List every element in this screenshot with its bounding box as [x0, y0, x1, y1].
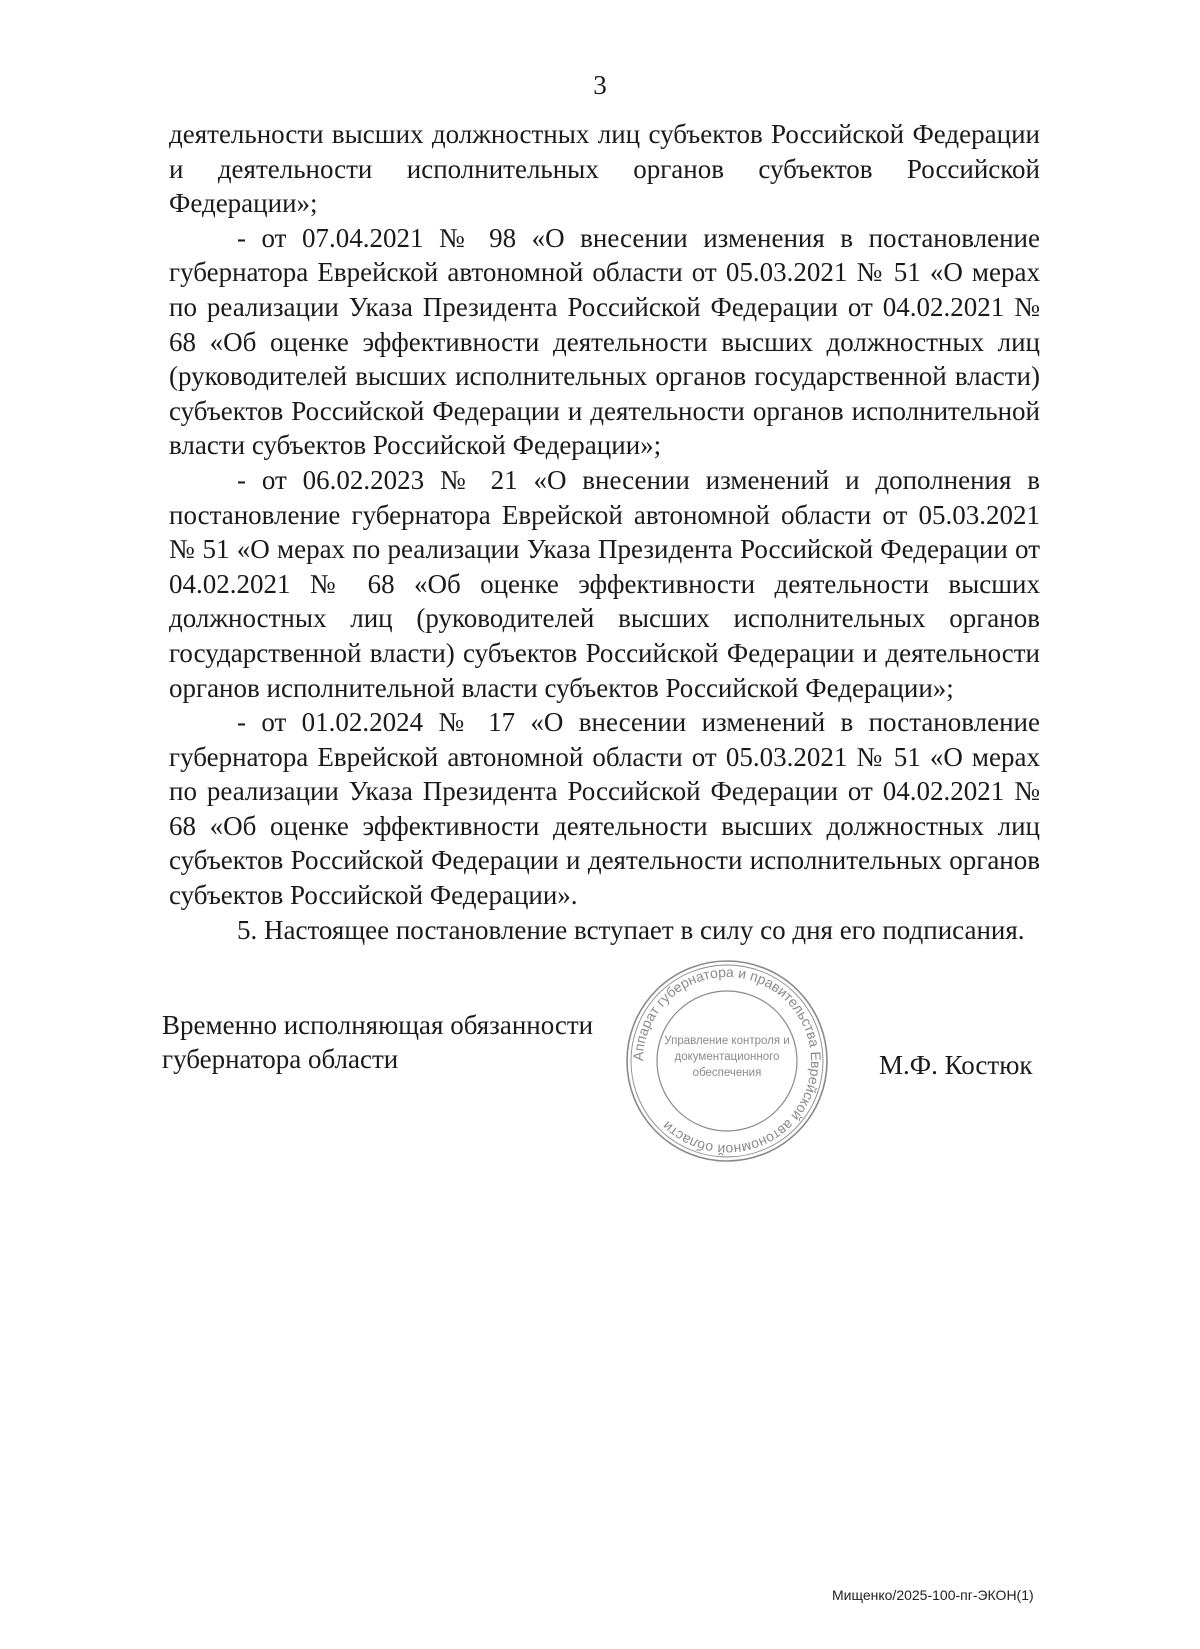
- signatory-position: [162, 1008, 593, 1076]
- page-number: 3: [593, 70, 607, 100]
- stamp-inner-line-3: обеспечения: [692, 1067, 762, 1079]
- stamp-outer-text: Аппарат губернатора и правительства Еврейской автономной области: [629, 963, 825, 1159]
- document-body: [169, 117, 1040, 947]
- signatory-position-line-2: губернатора области: [162, 1044, 399, 1074]
- stamp-inner-line-2: документационного: [674, 1051, 780, 1063]
- signatory-name: М.Ф. Костюк: [879, 1050, 1033, 1080]
- paragraph-continuation: деятельности высших должностных лиц субъектов Российской Федерации и деятельности исполнительных органов субъектов Российской Федерации»;: [169, 119, 1040, 219]
- official-stamp: [624, 958, 830, 1164]
- stamp-inner-line-1: Управление контроля и: [664, 1035, 790, 1047]
- paragraph-item-2023: - от 06.02.2023 № 21 «О внесении изменений и дополнения в постановление губернатора Еврейской автономной области от 05.03.2021 № 51 «О мерах по реализации Указа Президента Российской Федерации от 04.02.2021 № 68 «Об оценке эффективности деятельности высших должностных лиц (руководителей высших исполнительных органов государственной власти) субъектов Российской Федерации и деятельности органов исполнительной власти субъектов Российской Федерации»;: [169, 464, 1040, 703]
- paragraph-clause-5: 5. Настоящее постановление вступает в силу со дня его подписания.: [237, 914, 1025, 945]
- document-footer-code: Мищенко/2025-100-пг-ЭКОН(1): [832, 1587, 1034, 1603]
- paragraph-item-2021: - от 07.04.2021 № 98 «О внесении изменения в постановление губернатора Еврейской автономной области от 05.03.2021 № 51 «О мерах по реализации Указа Президента Российской Федерации от 04.02.2021 № 68 «Об оценке эффективности деятельности высших должностных лиц (руководителей высших исполнительных органов государственной власти) субъектов Российской Федерации и деятельности органов исполнительной власти субъектов Российской Федерации»;: [169, 222, 1040, 461]
- paragraph-item-2024: - от 01.02.2024 № 17 «О внесении изменений в постановление губернатора Еврейской автономной области от 05.03.2021 № 51 «О мерах по реализации Указа Президента Российской Федерации от 04.02.2021 № 68 «Об оценке эффективности деятельности высших должностных лиц субъектов Российской Федерации и деятельности исполнительных органов субъектов Российской Федерации».: [169, 707, 1040, 911]
- signatory-position-line-1: Временно исполняющая обязанности: [162, 1010, 594, 1040]
